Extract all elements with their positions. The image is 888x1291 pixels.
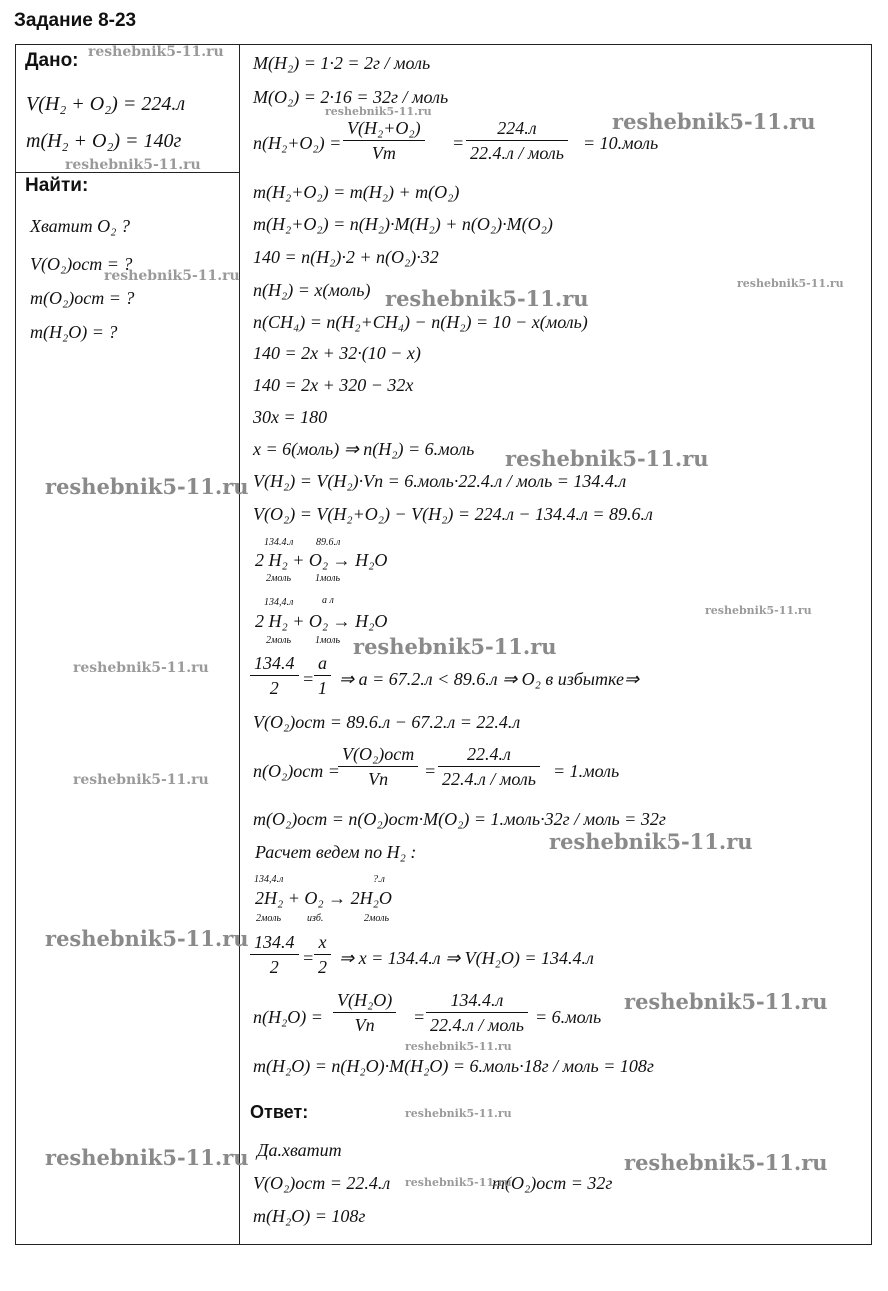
watermark: reshebnik5-11.ru — [385, 286, 589, 311]
reaction-annotation: 134.4.л — [264, 537, 294, 548]
fraction-denominator: 2 — [269, 957, 279, 977]
fraction — [343, 118, 425, 164]
solution-line: n(H₂O) = — [253, 1007, 323, 1027]
solution-line: = 6.моль — [535, 1007, 602, 1027]
solution-line: m(H₂+O₂) = n(H₂)·M(H₂) + n(O₂)·M(O₂) — [253, 214, 553, 234]
fraction-denominator: Vm — [371, 143, 396, 163]
fraction-numerator: 134.4 — [250, 932, 299, 955]
watermark: reshebnik5-11.ru — [405, 1040, 512, 1053]
solution-line: V(O₂) = V(H₂+O₂) − V(H₂) = 224.л − 134.4.л = 89.6.л — [253, 504, 653, 524]
solution-line: n(O₂)ост = — [253, 761, 340, 781]
solution-line: n(H₂) = x(моль) — [253, 280, 371, 300]
given-line: m(H₂ + O₂) = 140г — [26, 130, 182, 152]
reaction-annotation: 2моль — [266, 573, 292, 584]
find-line: V(O₂)ост = ? — [30, 254, 133, 274]
given-header: Дано: — [25, 50, 79, 71]
watermark: reshebnik5-11.ru — [45, 474, 249, 499]
answer-line: m(O₂)ост = 32г — [492, 1173, 613, 1193]
fraction-numerator: a — [314, 653, 331, 676]
watermark: reshebnik5-11.ru — [353, 634, 557, 659]
solution-line: m(O₂)ост = n(O₂)ост·M(O₂) = 1.моль·32г / моль = 32г — [253, 809, 666, 829]
solution-line: = 1.моль — [553, 761, 620, 781]
solution-line: = 10.моль — [583, 133, 659, 153]
equals-sign: = — [452, 133, 465, 153]
fraction-denominator: 22.4.л / моль — [430, 1015, 524, 1035]
watermark: reshebnik5-11.ru — [405, 1107, 512, 1120]
solution-line: 30x = 180 — [253, 407, 328, 427]
watermark: reshebnik5-11.ru — [73, 660, 209, 676]
solution-line: n(CH₄) = n(H₂+CH₄) − n(H₂) = 10 − x(моль) — [253, 312, 588, 332]
reaction-annotation: изб. — [307, 913, 324, 924]
reaction-annotation: 2моль — [364, 913, 390, 924]
reaction-equation: 2H₂ + O₂ → 2H₂O — [255, 888, 392, 908]
fraction-numerator: x — [314, 932, 331, 955]
answer-line: V(O₂)ост = 22.4.л — [253, 1173, 391, 1193]
watermark: reshebnik5-11.ru — [88, 44, 224, 60]
solution-line: Расчет ведем по H₂ : — [255, 842, 417, 862]
fraction-numerator: V(O₂)ост — [338, 744, 418, 767]
answer-line: Да.хватит — [257, 1140, 342, 1160]
solution-line: m(H₂+O₂) = m(H₂) + m(O₂) — [253, 182, 460, 202]
solution-line: m(H₂O) = n(H₂O)·M(H₂O) = 6.моль·18г / моль = 108г — [253, 1056, 654, 1076]
solution-line: M(O₂) = 2·16 = 32г / моль — [253, 87, 449, 107]
equals-sign: = — [302, 948, 315, 968]
fraction — [338, 744, 418, 790]
fraction-numerator: 134.4.л — [426, 990, 528, 1013]
reaction-equation: 2 H₂ + O₂ → H₂O — [255, 611, 388, 631]
watermark: reshebnik5-11.ru — [104, 268, 240, 284]
watermark: reshebnik5-11.ru — [737, 277, 844, 290]
watermark: reshebnik5-11.ru — [705, 604, 812, 617]
watermark: reshebnik5-11.ru — [73, 772, 209, 788]
solution-line: 140 = n(H₂)·2 + n(O₂)·32 — [253, 247, 439, 267]
reaction-equation: 2 H₂ + O₂ → H₂O — [255, 550, 388, 570]
reaction-annotation: ?.л — [373, 874, 385, 885]
fraction-denominator: 22.4.л / моль — [470, 143, 564, 163]
reaction-annotation: 2моль — [256, 913, 282, 924]
find-line: m(O₂)ост = ? — [30, 288, 135, 308]
solution-line: V(O₂)ост = 89.6.л − 67.2.л = 22.4.л — [253, 712, 521, 732]
fraction — [426, 990, 528, 1036]
fraction — [314, 932, 331, 978]
answer-line: m(H₂O) = 108г — [253, 1206, 366, 1226]
column-divider — [239, 44, 240, 1245]
fraction — [438, 744, 540, 790]
find-header: Найти: — [25, 175, 89, 196]
fraction — [333, 990, 396, 1036]
solution-line: n(H₂+O₂) = — [253, 133, 342, 153]
page-title: Задание 8-23 — [14, 10, 137, 31]
watermark: reshebnik5-11.ru — [624, 1150, 828, 1175]
given-line: V(H₂ + O₂) = 224.л — [26, 93, 186, 115]
fraction-denominator: Vn — [354, 1015, 375, 1035]
fraction-denominator: 22.4.л / моль — [442, 769, 536, 789]
reaction-annotation: 1моль — [315, 573, 341, 584]
fraction-denominator: Vn — [368, 769, 389, 789]
solution-line: ⇒ x = 134.4.л ⇒ V(H₂O) = 134.4.л — [339, 948, 594, 968]
watermark: reshebnik5-11.ru — [549, 829, 753, 854]
solution-line: V(H₂) = V(H₂)·Vn = 6.моль·22.4.л / моль = 134.4.л — [253, 471, 627, 491]
watermark: reshebnik5-11.ru — [624, 989, 828, 1014]
find-line: Хватит O₂ ? — [30, 216, 130, 236]
fraction-numerator: V(H₂O) — [333, 990, 396, 1013]
solution-line: 140 = 2x + 320 − 32x — [253, 375, 414, 395]
watermark: reshebnik5-11.ru — [45, 926, 249, 951]
fraction-denominator: 2 — [318, 957, 327, 977]
watermark: reshebnik5-11.ru — [325, 105, 432, 118]
equals-sign: = — [424, 761, 437, 781]
find-line: m(H₂O) = ? — [30, 322, 118, 342]
reaction-annotation: 134,4.л — [254, 874, 284, 885]
fraction — [314, 653, 331, 699]
reaction-annotation: 2моль — [266, 635, 292, 646]
equals-sign: = — [413, 1007, 426, 1027]
fraction-denominator: 1 — [318, 678, 327, 698]
reaction-annotation: 1моль — [315, 635, 341, 646]
fraction — [250, 932, 299, 978]
solution-line: x = 6(моль) ⇒ n(H₂) = 6.моль — [253, 439, 475, 459]
watermark: reshebnik5-11.ru — [45, 1145, 249, 1170]
fraction — [250, 653, 299, 699]
solution-line: 140 = 2x + 32·(10 − x) — [253, 343, 421, 363]
reaction-annotation: 134,4.л — [264, 597, 294, 608]
watermark: reshebnik5-11.ru — [612, 109, 816, 134]
equals-sign: = — [302, 669, 315, 689]
watermark: reshebnik5-11.ru — [505, 446, 709, 471]
reaction-annotation: 89.6.л — [316, 537, 341, 548]
fraction-numerator: 224.л — [466, 118, 568, 141]
fraction-numerator: 22.4.л — [438, 744, 540, 767]
answer-header: Ответ: — [250, 1102, 309, 1122]
reaction-annotation: a л — [322, 595, 334, 606]
fraction-denominator: 2 — [269, 678, 279, 698]
watermark: reshebnik5-11.ru — [65, 157, 201, 173]
solution-line: ⇒ a = 67.2.л < 89.6.л ⇒ O₂ в избытке⇒ — [339, 669, 640, 689]
solution-line: M(H₂) = 1·2 = 2г / моль — [253, 53, 431, 73]
fraction-numerator: V(H₂+O₂) — [343, 118, 425, 141]
watermark: reshebnik5-11.ru — [405, 1176, 512, 1189]
fraction-numerator: 134.4 — [250, 653, 299, 676]
fraction — [466, 118, 568, 164]
